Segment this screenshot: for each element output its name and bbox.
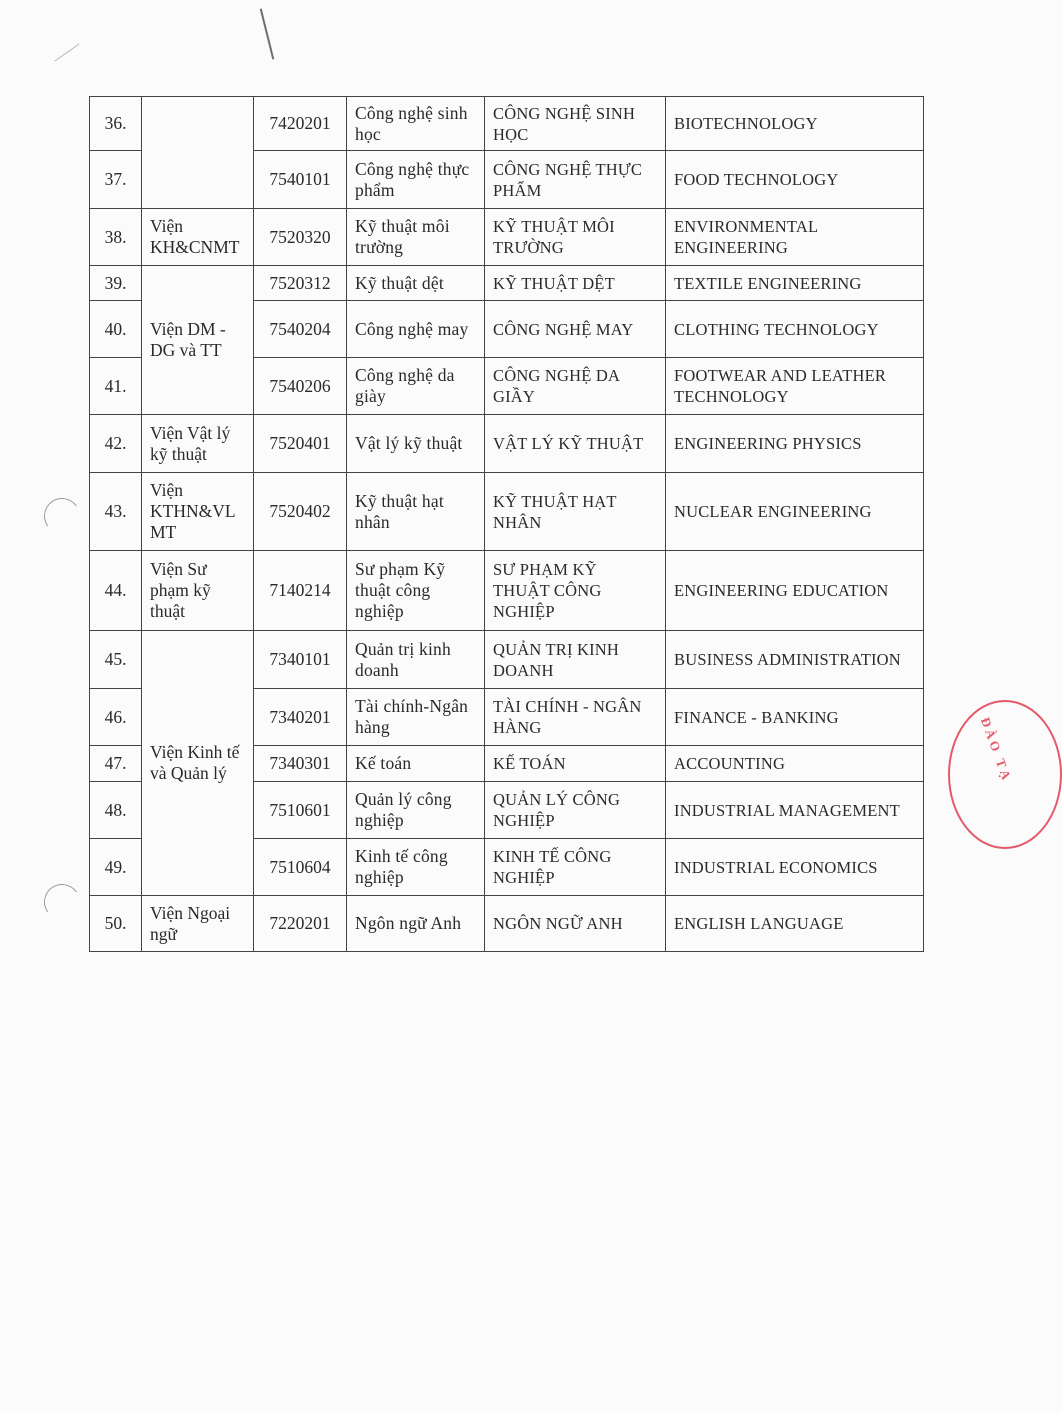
program-name-en: BUSINESS ADMINISTRATION (666, 631, 924, 689)
program-code: 7340201 (254, 689, 347, 746)
program-name-vi: Ngôn ngữ Anh (347, 896, 485, 952)
institute-cell: Viện Ngoại ngữ (142, 896, 254, 952)
row-number: 37. (90, 151, 142, 209)
program-name-en: BIOTECHNOLOGY (666, 97, 924, 151)
program-name-vi: Công nghệ da giày (347, 358, 485, 415)
program-name-vi: Vật lý kỹ thuật (347, 415, 485, 473)
program-name-vi: Công nghệ may (347, 301, 485, 358)
program-code: 7340101 (254, 631, 347, 689)
stamp-text: ĐÀO TẠ (977, 715, 1016, 785)
table-row (90, 209, 924, 266)
program-name-vi-upper: KỸ THUẬT HẠT NHÂN (485, 473, 666, 551)
program-name-vi: Quản trị kinh doanh (347, 631, 485, 689)
institute-cell: Viện Sư phạm kỹ thuật (142, 551, 254, 631)
program-code: 7540206 (254, 358, 347, 415)
program-name-vi: Công nghệ thực phẩm (347, 151, 485, 209)
row-number: 44. (90, 551, 142, 631)
program-name-vi-upper: TÀI CHÍNH - NGÂN HÀNG (485, 689, 666, 746)
program-name-en: ACCOUNTING (666, 746, 924, 782)
table-row (90, 631, 924, 689)
program-name-en: FOOD TECHNOLOGY (666, 151, 924, 209)
program-name-en: INDUSTRIAL ECONOMICS (666, 839, 924, 896)
program-code: 7510601 (254, 782, 347, 839)
table-row (90, 415, 924, 473)
program-name-vi-upper: KẾ TOÁN (485, 746, 666, 782)
row-number: 48. (90, 782, 142, 839)
program-name-vi-upper: KINH TẾ CÔNG NGHIỆP (485, 839, 666, 896)
row-number: 50. (90, 896, 142, 952)
program-code: 7520312 (254, 266, 347, 301)
row-number: 45. (90, 631, 142, 689)
row-number: 38. (90, 209, 142, 266)
official-stamp (948, 700, 1062, 849)
program-code: 7420201 (254, 97, 347, 151)
institute-cell: Viện KH&CNMT (142, 209, 254, 266)
program-name-vi: Tài chính-Ngân hàng (347, 689, 485, 746)
program-name-en: ENGLISH LANGUAGE (666, 896, 924, 952)
row-number: 47. (90, 746, 142, 782)
program-name-vi-upper: CÔNG NGHỆ THỰC PHẨM (485, 151, 666, 209)
punch-hole (41, 495, 83, 537)
program-code: 7520401 (254, 415, 347, 473)
scan-mark (260, 9, 275, 60)
program-name-en: CLOTHING TECHNOLOGY (666, 301, 924, 358)
program-name-vi: Công nghệ sinh học (347, 97, 485, 151)
table-row (90, 97, 924, 151)
program-code: 7520320 (254, 209, 347, 266)
institute-cell: Viện Kinh tế và Quản lý (142, 631, 254, 896)
programs-table (89, 96, 924, 952)
row-number: 49. (90, 839, 142, 896)
institute-cell (142, 97, 254, 209)
program-name-vi-upper: CÔNG NGHỆ DA GIẦY (485, 358, 666, 415)
program-code: 7140214 (254, 551, 347, 631)
institute-cell: Viện Vật lý kỹ thuật (142, 415, 254, 473)
program-name-vi-upper: NGÔN NGỮ ANH (485, 896, 666, 952)
program-code: 7220201 (254, 896, 347, 952)
table-row (90, 473, 924, 551)
program-code: 7520402 (254, 473, 347, 551)
program-name-vi: Quản lý công nghiệp (347, 782, 485, 839)
program-name-vi: Sư phạm Kỹ thuật công nghiệp (347, 551, 485, 631)
program-name-en: FINANCE - BANKING (666, 689, 924, 746)
program-name-vi-upper: QUẢN LÝ CÔNG NGHIỆP (485, 782, 666, 839)
row-number: 42. (90, 415, 142, 473)
program-name-en: TEXTILE ENGINEERING (666, 266, 924, 301)
row-number: 43. (90, 473, 142, 551)
row-number: 40. (90, 301, 142, 358)
program-code: 7340301 (254, 746, 347, 782)
program-name-vi-upper: KỸ THUẬT DỆT (485, 266, 666, 301)
program-name-vi-upper: QUẢN TRỊ KINH DOANH (485, 631, 666, 689)
table-row (90, 896, 924, 952)
row-number: 41. (90, 358, 142, 415)
scan-mark (54, 43, 79, 61)
table-row (90, 551, 924, 631)
program-name-vi-upper: CÔNG NGHỆ SINH HỌC (485, 97, 666, 151)
program-name-en: FOOTWEAR AND LEATHER TECHNOLOGY (666, 358, 924, 415)
row-number: 39. (90, 266, 142, 301)
program-code: 7540101 (254, 151, 347, 209)
institute-cell: Viện DM - DG và TT (142, 266, 254, 415)
row-number: 46. (90, 689, 142, 746)
table-row (90, 266, 924, 301)
program-name-vi: Kinh tế công nghiệp (347, 839, 485, 896)
row-number: 36. (90, 97, 142, 151)
program-name-en: ENGINEERING PHYSICS (666, 415, 924, 473)
program-name-vi-upper: SƯ PHẠM KỸ THUẬT CÔNG NGHIỆP (485, 551, 666, 631)
program-name-en: ENVIRONMENTAL ENGINEERING (666, 209, 924, 266)
program-code: 7540204 (254, 301, 347, 358)
program-name-en: INDUSTRIAL MANAGEMENT (666, 782, 924, 839)
program-name-vi: Kế toán (347, 746, 485, 782)
program-name-vi-upper: KỸ THUẬT MÔI TRƯỜNG (485, 209, 666, 266)
program-name-vi-upper: CÔNG NGHỆ MAY (485, 301, 666, 358)
program-name-en: ENGINEERING EDUCATION (666, 551, 924, 631)
program-name-vi: Kỹ thuật hạt nhân (347, 473, 485, 551)
program-name-en: NUCLEAR ENGINEERING (666, 473, 924, 551)
program-name-vi: Kỹ thuật môi trường (347, 209, 485, 266)
institute-cell: Viện KTHN&VL MT (142, 473, 254, 551)
program-name-vi: Kỹ thuật dệt (347, 266, 485, 301)
program-code: 7510604 (254, 839, 347, 896)
punch-hole (41, 881, 83, 923)
program-name-vi-upper: VẬT LÝ KỸ THUẬT (485, 415, 666, 473)
